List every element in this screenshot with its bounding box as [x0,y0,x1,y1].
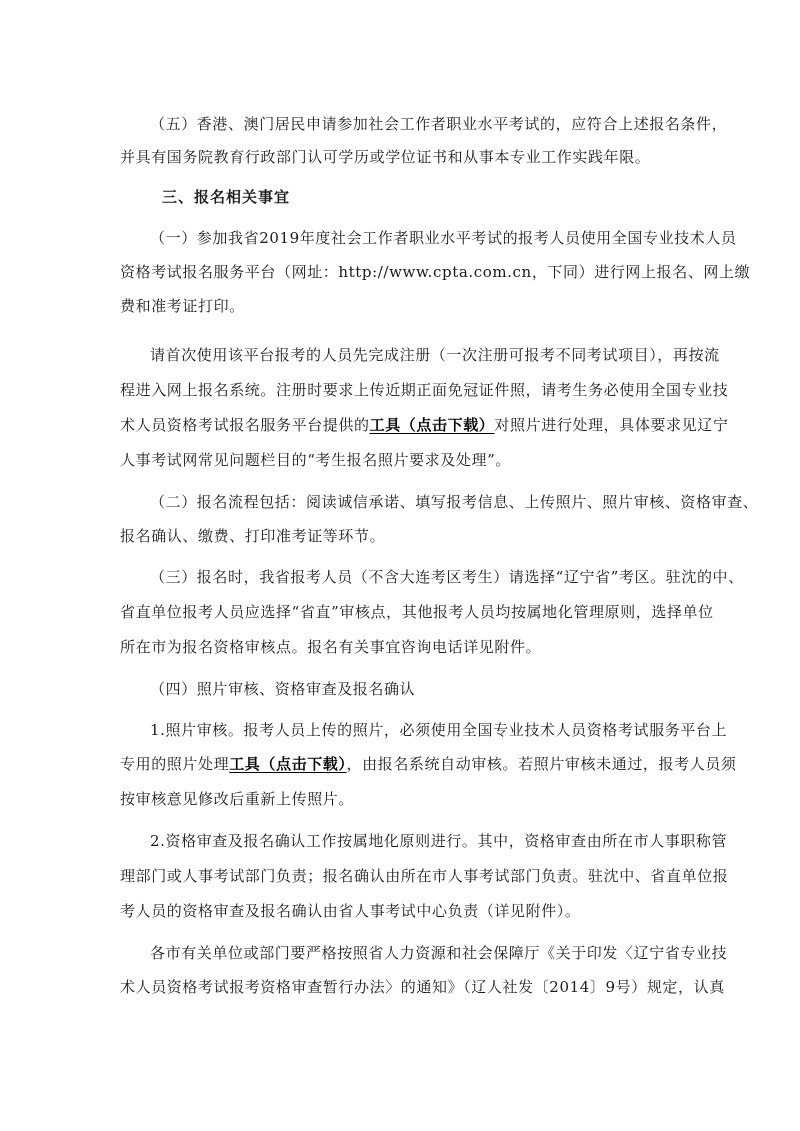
paragraph-line: 考人员的资格审查及报名确认由省人事考试中心负责（详见附件）。 [120,902,581,920]
paragraph-line: 2.资格审查及报名确认工作按属地化原则进行。其中，资格审查由所在市人事职称管 [150,832,728,850]
tool-download-link[interactable]: 工具（点击下载） [229,755,347,773]
paragraph-line [0,415,800,435]
paragraph-line: （二）报名流程包括：阅读诚信承诺、填写报考信息、上传照片、照片审核、资格审查、 [150,493,759,511]
paragraph-line: 程进入网上报名系统。注册时要求上传近期正面免冠证件照，请考生务必使用全国专业技 [120,381,729,399]
paragraph-line: 并具有国务院教育行政部门认可学历或学位证书和从事本专业工作实践年限。 [120,148,651,166]
paragraph-line: 资格考试报名服务平台（网址：http://www.cpta.com.cn，下同）进行网上报名、网上缴 [120,263,751,281]
paragraph-line: （五）香港、澳门居民申请参加社会工作者职业水平考试的，应符合上述报名条件， [150,115,728,133]
text-span: 专用的照片处理 [120,755,230,773]
paragraph-line: 请首次使用该平台报考的人员先完成注册（一次注册可报考不同考试项目），再按流 [150,346,720,364]
paragraph-line: 按审核意见修改后重新上传照片。 [120,790,355,808]
paragraph-line: 省直单位报考人员应选择“省直”审核点，其他报考人员均按属地化管理原则，选择单位 [120,603,714,621]
subsection-heading: （四）照片审核、资格审查及报名确认 [150,680,416,698]
paragraph-line: 人事考试网常见问题栏目的“考生报名照片要求及处理”。 [120,451,511,469]
paragraph-line: 各市有关单位或部门要严格按照省人力资源和社会保障厅《关于印发〈辽宁省专业技 [150,944,728,962]
paragraph-line: 理部门或人事考试部门负责；报名确认由所在市人事考试部门负责。驻沈中、省直单位报 [120,867,729,885]
paragraph-line [0,754,800,774]
text-span: 对照片进行处理，具体要求见辽宁 [494,416,729,434]
paragraph-line: 术人员资格考试报考资格审查暂行办法〉的通知》（辽人社发〔2014〕9号）规定，认真 [120,978,725,996]
paragraph-line: （一）参加我省2019年度社会工作者职业水平考试的报考人员使用全国专业技术人员 [150,229,737,247]
text-span: ，由报名系统自动审核。若照片审核未通过，报考人员须 [346,755,737,773]
text-span: 术人员资格考试报名服务平台提供的 [120,416,370,434]
section-heading: 三、报名相关事宜 [162,188,291,206]
paragraph-line: 1.照片审核。报考人员上传的照片，必须使用全国专业技术人员资格考试服务平台上 [150,721,728,739]
paragraph-line: 报名确认、缴费、打印准考证等环节。 [120,527,386,545]
paragraph-line: （三）报名时，我省报考人员（不含大连考区考生）请选择“辽宁省”考区。驻沈的中、 [150,568,744,586]
paragraph-line: 所在市为报名资格审核点。报名有关事宜咨询电话详见附件。 [120,638,542,656]
paragraph-line: 费和准考证打印。 [120,297,245,315]
tool-download-link[interactable]: 工具（点击下载） [369,416,495,434]
